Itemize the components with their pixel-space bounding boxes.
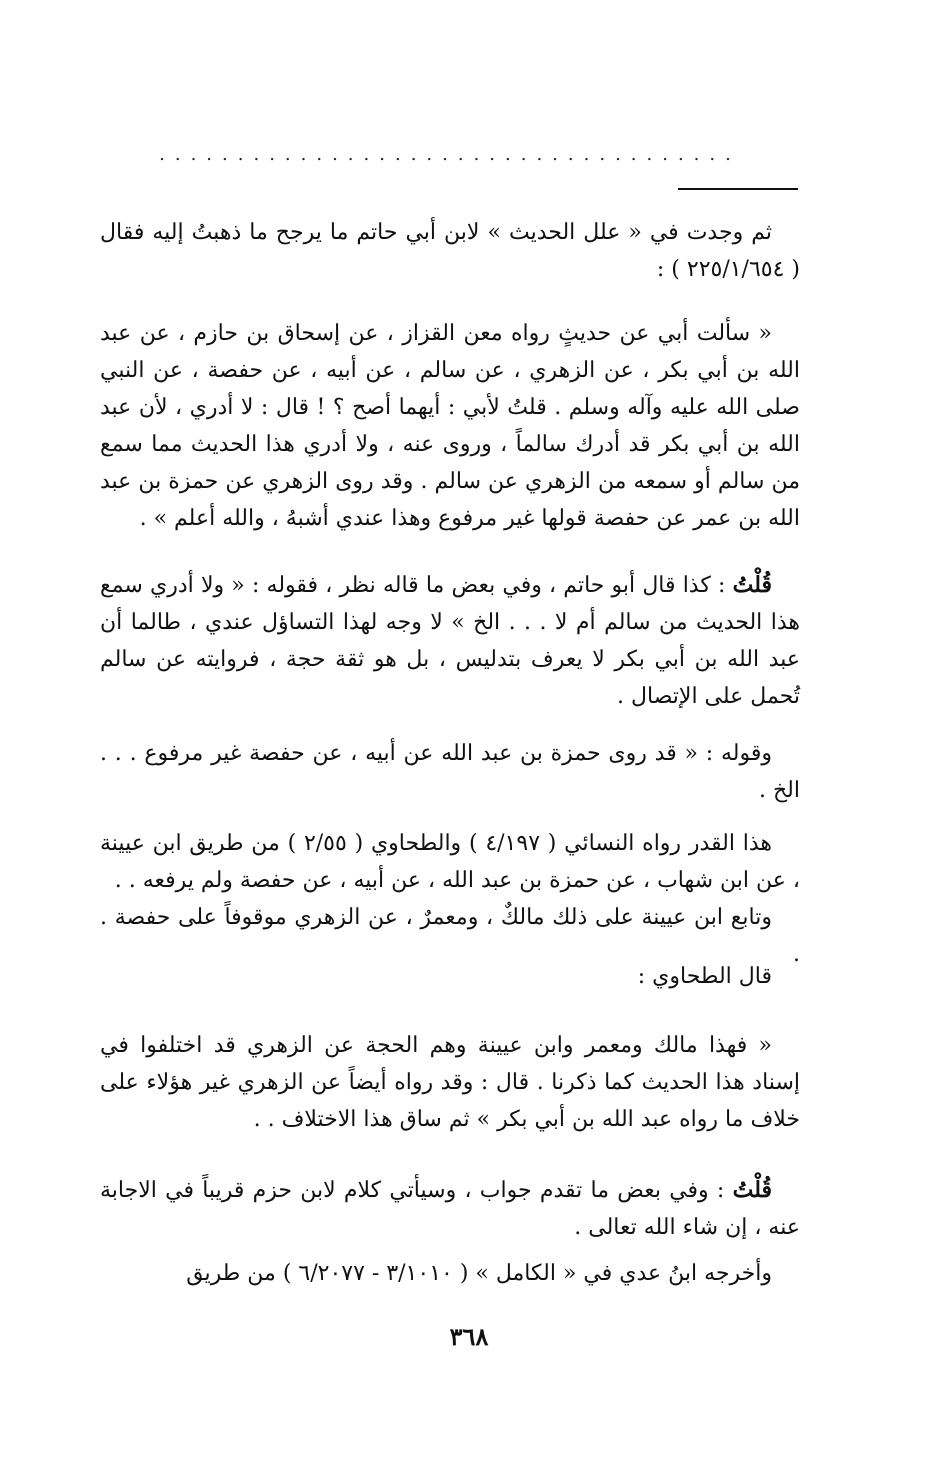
dotted-separator: ..................................... <box>159 144 741 165</box>
paragraph-lead: قُلْتُ <box>732 572 772 598</box>
paragraph-text: : وفي بعض ما تقدم جواب ، وسيأتي كلام لابن حزم قريباً في الاجابة عنه ، إن شاء الله تعالى . <box>100 1178 800 1240</box>
footnote-rule <box>678 188 798 190</box>
paragraph-text: وأخرجه ابنُ عدي في « الكامل » ( ٣/١٠١٠ - ٦/٢٠٧٧ ) من طريق <box>186 1261 772 1286</box>
paragraph-text: وقوله : « قد روى حمزة بن عبد الله عن أبيه ، عن حفصة غير مرفوع . . . الخ . <box>100 741 800 803</box>
paragraph-comment-2 <box>100 1172 800 1246</box>
paragraph-tahawi-heading <box>100 958 800 995</box>
paragraph-statement <box>100 735 800 809</box>
paragraph-text: وتابع ابن عيينة على ذلك مالكٌ ، ومعمرٌ ، عن الزهري موقوفاً على حفصة . . <box>100 905 800 967</box>
page-number: ٣٦٨ <box>449 1322 489 1351</box>
paragraph-quote-abi-hatim <box>100 315 800 537</box>
paragraph-text: « سألت أبي عن حديثٍ رواه معن القزاز ، عن إسحاق بن حازم ، عن عبد الله بن أبي بكر ، عن الزهري ، عن سالم ، عن أبيه ، عن حفصة ، عن النبي صلى الله عليه وآله وسلم . قلتُ لأبي : أيهما أصح ؟ ! قال : لا أدري ، لأن عبد الله بن أبي بكر قد أدرك سالماً ، وروى عنه ، ولا أدري هذا الحديث مما سمع من سالم أو سمعه من الزهري عن سالم . وقد روى الزهري عن حمزة بن عبد الله بن عمر عن حفصة قولها غير مرفوع وهذا عندي أشبهُ ، والله أعلم » . <box>100 321 800 531</box>
paragraph-intro <box>100 214 800 288</box>
paragraph-text: : كذا قال أبو حاتم ، وفي بعض ما قاله نظر ، فقوله : « ولا أدري سمع هذا الحديث من سالم أم لا . . . الخ » لا وجه لهذا التساؤل عندي ، طالما أن عبد الله بن أبي بكر لا يعرف بتدليس ، بل هو ثقة حجة ، فروايته عن سالم تُحمل على الإتصال . <box>100 573 800 709</box>
paragraph-ibn-adi <box>100 1255 800 1292</box>
paragraph-text: هذا القدر رواه النسائي ( ٤/١٩٧ ) والطحاوي ( ٢/٥٥ ) من طريق ابن عيينة ، عن ابن شهاب ، عن حمزة بن عبد الله ، عن أبيه ، عن حفصة ولم يرفعه . . <box>100 831 800 893</box>
paragraph-lead: قُلْتُ <box>732 1177 772 1203</box>
paragraph-text: قال الطحاوي : <box>637 964 772 989</box>
paragraph-tahawi-quote <box>100 1027 800 1138</box>
paragraph-comment-1 <box>100 567 800 715</box>
paragraph-text: ثم وجدت في « علل الحديث » لابن أبي حاتم ما يرجح ما ذهبتُ إليه فقال ( ٢٢٥/١/٦٥٤ ) : <box>100 220 800 282</box>
paragraph-text: « فهذا مالك ومعمر وابن عيينة وهم الحجة عن الزهري قد اختلفوا في إسناد هذا الحديث كما ذكرنا . قال : وقد رواه أيضاً عن الزهري غير هؤلاء على خلاف ما رواه عبد الله بن أبي بكر » ثم ساق هذا الاختلاف . . <box>100 1033 800 1132</box>
paragraph-nasai <box>100 825 800 899</box>
